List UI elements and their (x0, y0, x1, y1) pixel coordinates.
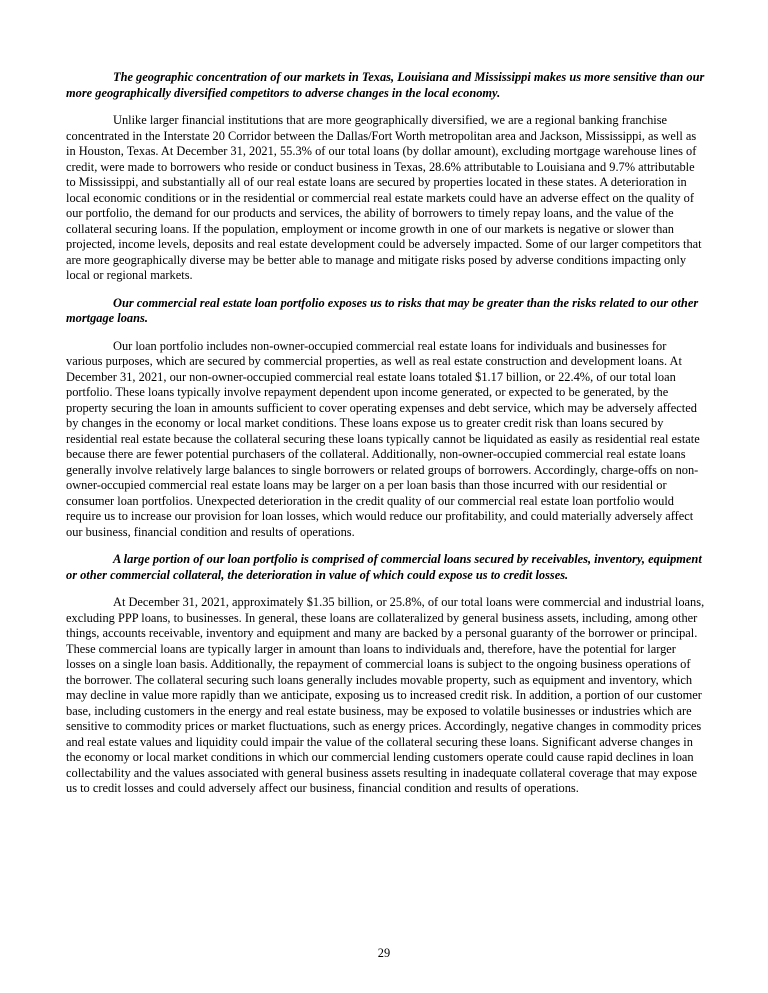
risk-heading-geographic-concentration: The geographic concentration of our markets in Texas, Louisiana and Mississippi makes us more sensitive than our more geographically diversified competitors to adverse changes in the local economy. (66, 70, 705, 100)
risk-section-commercial-real-estate (66, 296, 705, 541)
risk-heading-commercial-real-estate: Our commercial real estate loan portfolio exposes us to risks that may be greater than the risks related to our other mortgage loans. (66, 295, 699, 325)
risk-section-geographic-concentration (66, 70, 705, 284)
risk-section-commercial-loans (66, 552, 705, 797)
page-number: 29 (377, 946, 391, 960)
document-content (66, 70, 705, 809)
risk-heading-commercial-loans: A large portion of our loan portfolio is comprised of commercial loans secured by receivables, inventory, equipment or other commercial collateral, the deterioration in value of which could expose us to credit losses. (66, 552, 702, 582)
risk-paragraph-commercial-loans: At December 31, 2021, approximately $1.35 billion, or 25.8%, of our total loans were commercial and industrial loans, excluding PPP loans, to businesses. In general, these loans are collateralized by general business assets, including, among other things, accounts receivable, inventory and equipment and many are backed by a personal guaranty of the borrower or principal. These commercial loans are typically larger in amount than loans to individuals and, therefore, have the potential for larger losses on a single loan basis. Additionally, the repayment of commercial loans is subject to the ongoing business operations of the borrower. The collateral securing such loans generally includes movable property, such as equipment and inventory, which may decline in value more rapidly than we anticipate, exposing us to increased credit risk. In addition, a portion of our customer base, including customers in the energy and real estate business, may be exposed to volatile businesses or industries which are sensitive to commodity prices or market fluctuations, such as energy prices. Accordingly, negative changes in commodity prices and real estate values and liquidity could impair the value of the collateral securing these loans. Significant adverse changes in the economy or local market conditions in which our commercial lending customers operate could cause rapid declines in loan collectability and the values associated with general business assets resulting in inadequate collateral coverage that may expose us to credit losses and could adversely affect our business, financial condition and results of operations. (66, 595, 705, 795)
risk-paragraph-geographic-concentration: Unlike larger financial institutions that are more geographically diversified, we are a regional banking franchise concentrated in the Interstate 20 Corridor between the Dallas/Fort Worth metropolitan area and Jackson, Mississippi, as well as in Houston, Texas. At December 31, 2021, 55.3% of our total loans (by dollar amount), excluding mortgage warehouse lines of credit, were made to borrowers who reside or conduct business in Texas, 28.6% attributable to Louisiana and 9.7% attributable to Mississippi, and substantially all of our real estate loans are secured by properties located in these states. A deterioration in local economic conditions or in the residential or commercial real estate markets could have an adverse effect on the quality of our portfolio, the demand for our products and services, the ability of borrowers to timely repay loans, and the value of the collateral securing loans. If the population, employment or income growth in one of our markets is negative or slower than projected, income levels, deposits and real estate development could be adversely impacted. Some of our larger competitors that are more geographically diverse may be better able to manage and mitigate risks posed by adverse conditions impacting only local or regional markets. (66, 113, 702, 282)
risk-paragraph-commercial-real-estate: Our loan portfolio includes non-owner-occupied commercial real estate loans for individuals and businesses for various purposes, which are secured by commercial properties, as well as real estate construction and development loans. At December 31, 2021, our non-owner-occupied commercial real estate loans totaled $1.17 billion, or 22.4%, of our total loan portfolio. These loans typically involve repayment dependent upon income generated, or expected to be generated, by the property securing the loan in amounts sufficient to cover operating expenses and debt service, which may be adversely affected by changes in the economy or local market conditions. These loans expose us to greater credit risk than loans secured by residential real estate because the collateral securing these loans typically cannot be liquidated as easily as residential real estate because there are fewer potential purchasers of the collateral. Additionally, non-owner-occupied commercial real estate loans generally involve relatively large balances to single borrowers or related groups of borrowers. Accordingly, charge-offs on non-owner-occupied commercial real estate loans may be larger on a per loan basis than those incurred with our residential or consumer loan portfolios. Unexpected deterioration in the credit quality of our commercial real estate loan portfolio would require us to increase our provision for loan losses, which would reduce our profitability, and could materially adversely affect our business, financial condition and results of operations. (66, 338, 700, 539)
